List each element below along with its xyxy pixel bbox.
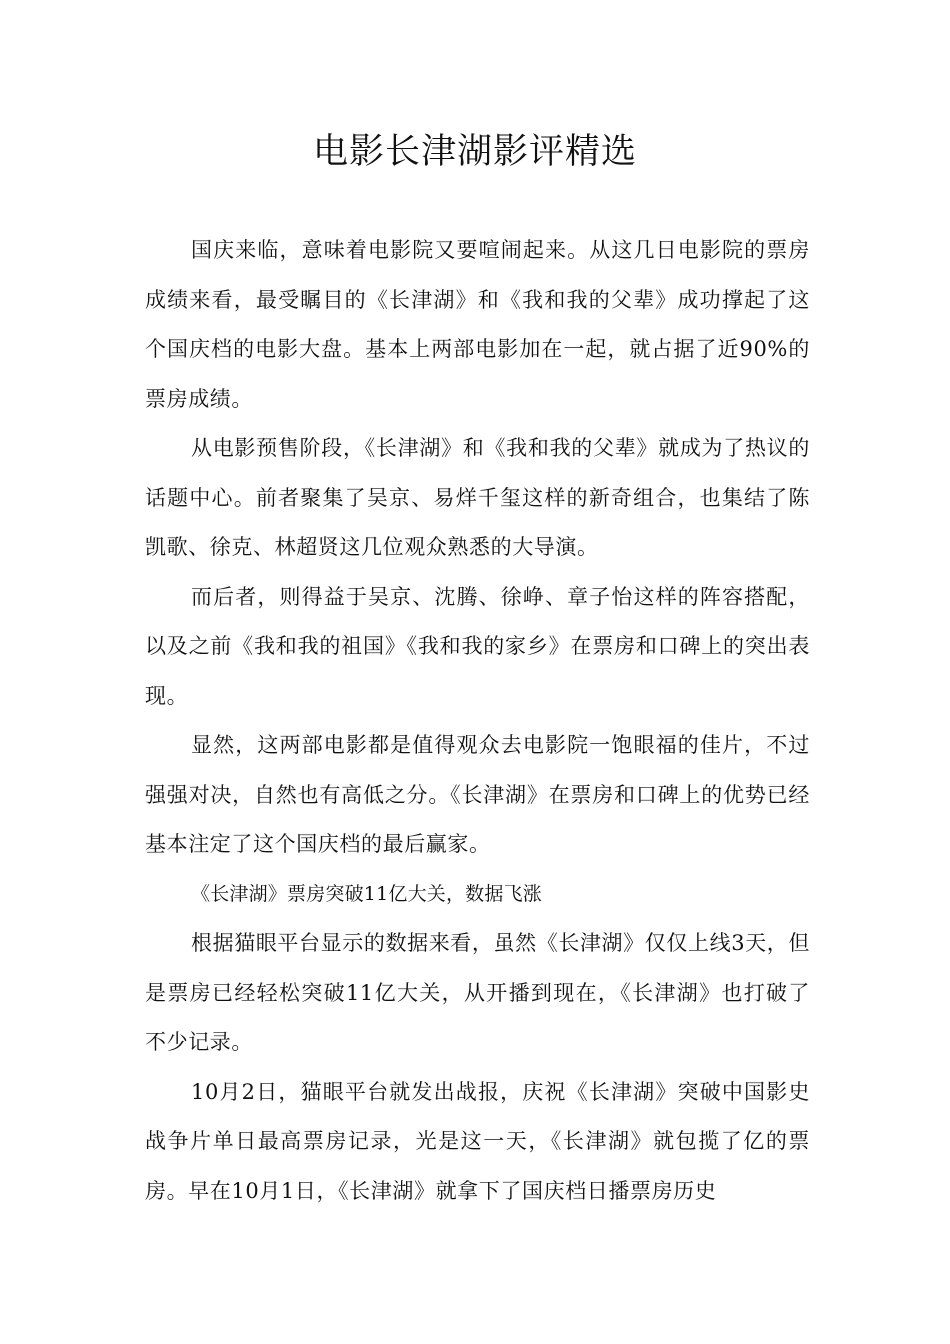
paragraph: 显然，这两部电影都是值得观众去电影院一饱眼福的佳片，不过强强对决，自然也有高低之分。《长津湖》在票房和口碑上的优势已经基本注定了这个国庆档的最后赢家。: [145, 733, 810, 856]
paragraph: 10月2日，猫眼平台就发出战报，庆祝《长津湖》突破中国影史战争片单日最高票房记录，光是这一天，《长津湖》就包揽了亿的票房。早在10月1日，《长津湖》就拿下了国庆档日播票房历史: [145, 1079, 810, 1203]
document-body: [145, 226, 810, 1216]
document-title: 电影长津湖影评精选: [312, 132, 637, 172]
paragraph: 从电影预售阶段，《长津湖》和《我和我的父辈》就成为了热议的话题中心。前者聚集了吴京、易烊千玺这样的新奇组合，也集结了陈凯歌、徐克、林超贤这几位观众熟悉的大导演。: [145, 436, 810, 559]
paragraph: 而后者，则得益于吴京、沈腾、徐峥、章子怡这样的阵容搭配，以及之前《我和我的祖国》《我和我的家乡》在票房和口碑上的突出表现。: [145, 584, 810, 708]
paragraph: 国庆来临，意味着电影院又要喧闹起来。从这几日电影院的票房成绩来看，最受瞩目的《长津湖》和《我和我的父辈》成功撑起了这个国庆档的电影大盘。基本上两部电影加在一起，就占据了近90%的票房成绩。: [145, 238, 810, 411]
paragraph: 根据猫眼平台显示的数据来看，虽然《长津湖》仅仅上线3天，但是票房已经轻松突破11亿大关，从开播到现在，《长津湖》也打破了不少记录。: [145, 931, 810, 1054]
section-heading: 《长津湖》票房突破11亿大关，数据飞涨: [191, 882, 542, 905]
